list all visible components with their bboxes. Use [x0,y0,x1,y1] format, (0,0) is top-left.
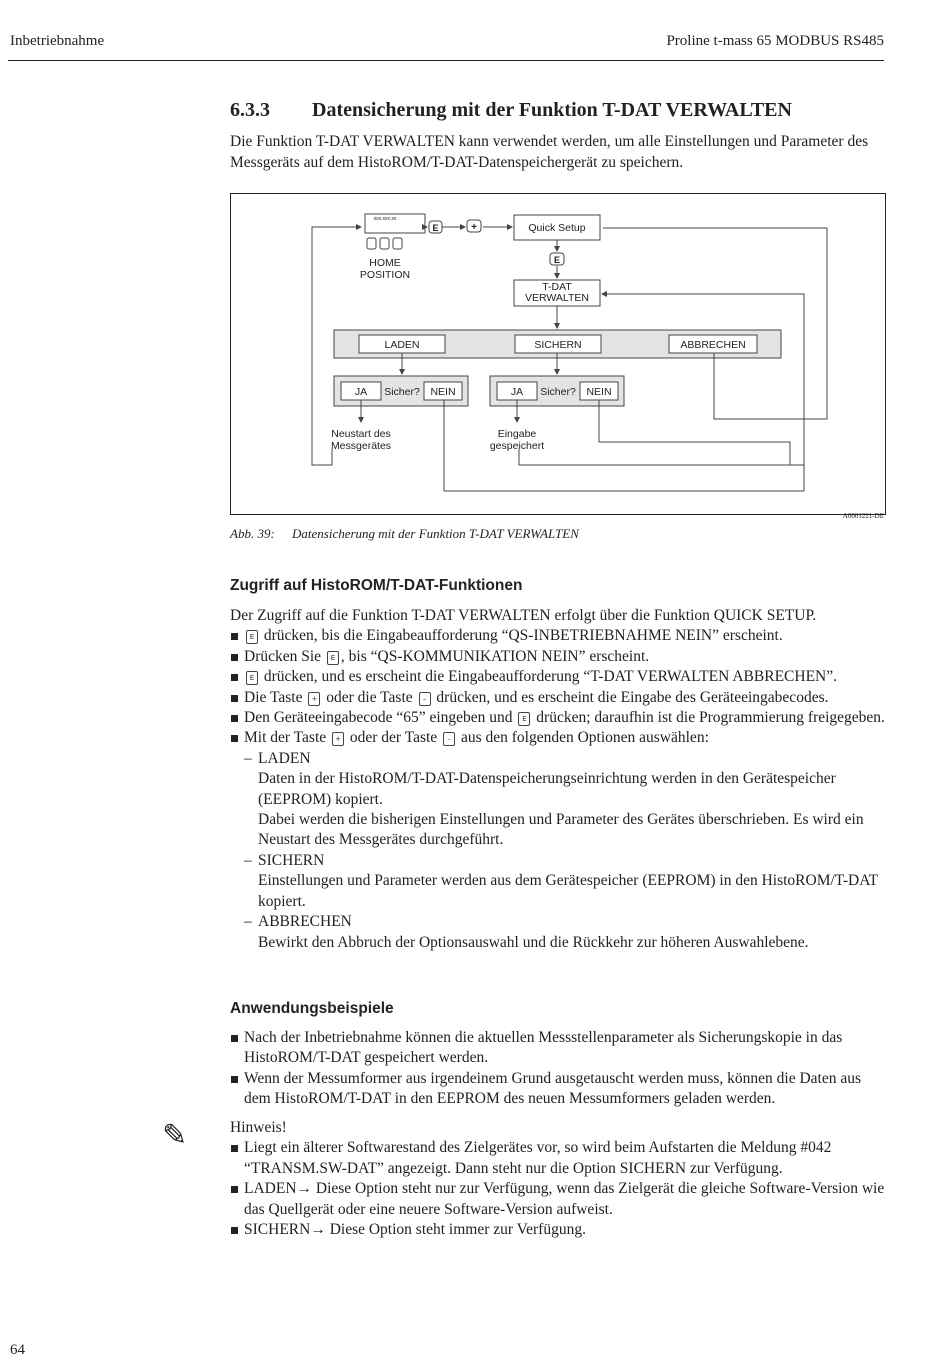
ja-label-2: JA [510,386,524,398]
section-title-text: Datensicherung mit der Funktion T-DAT VERWALTEN [312,99,792,121]
tdat-label-1: T-DAT [542,281,572,293]
list-item: Wenn der Messumformer aus irgendeinem Grund ausgetauscht werden muss, können die Daten aus dem HistoROM/T-DAT in den EEPROM des neuen Messumformers geladen werden. [230,1069,890,1110]
bullet-text: oder der Taste [349,729,438,747]
bullet-text: oder die Taste [326,688,413,706]
dash-glyph: – [244,749,252,767]
section-title [230,99,792,122]
anwendung-heading: Anwendungsbeispiele [230,1000,394,1017]
bullet-text: Die Taste [244,688,303,706]
hinweis-title: Hinweis! [230,1119,287,1136]
neustart-label-1: Neustart des [331,428,391,440]
zugriff-intro: Der Zugriff auf die Funktion T-DAT VERWALTEN erfolgt über die Funktion QUICK SETUP. [230,607,817,624]
neustart-label-2: Messgerätes [330,440,392,452]
bullet-text: drücken; daraufhin ist die Programmierung freigegeben. [536,709,885,727]
quick-setup-label: Quick Setup [528,222,586,234]
laden-label: LADEN [384,339,420,351]
figure-code: A0001221-DE [842,512,884,520]
dash-glyph: – [244,913,252,931]
ja-label-1: JA [354,386,368,398]
option-text: Einstellungen und Parameter werden aus dem Gerätespeicher (EEPROM) in den HistoROM/T-DAT kopiert. [258,872,878,910]
option-text: Bewirkt den Abbruch der Optionsauswahl und die Rückkehr zur höheren Auswahlebene. [258,933,809,951]
option-title: SICHERN [258,851,325,869]
section-number: 6.3.3 [230,99,270,121]
list-item [230,667,890,687]
hinweis-block [230,1118,890,1240]
home-label-1: HOME [369,257,401,269]
option-abbrechen [230,912,890,932]
figure-caption [230,526,579,542]
running-header-left: Inbetriebnahme [10,33,105,49]
list-item: Liegt ein älterer Softwarestand des Zielgerätes vor, so wird beim Aufstarten die Meldung #042 “TRANSM.SW-DAT” angezeigt. Dann steht nur die Option SICHERN zur Verfügung. [230,1138,890,1179]
caption-label: Abb. 39: [230,526,275,541]
e-key-icon: E [327,651,339,665]
option-laden [230,749,890,769]
list-item [230,647,890,667]
eingabe-label-2: gespeichert [489,440,545,452]
bullet-text: Den Geräteeingabecode “65” eingeben und [244,709,513,727]
option-title: LADEN [258,749,311,767]
home-label-2: POSITION [359,269,411,281]
option-sichern [230,851,890,871]
bullet-text: Drücken Sie [244,647,322,665]
bullet-text: drücken, bis die Eingabeaufforderung “QS-INBETRIEBNAHME NEIN” erscheint. [263,627,783,645]
abbrechen-label: ABBRECHEN [680,339,746,351]
flow-diagram [230,193,886,515]
zugriff-block [230,606,890,953]
list-item: LADEN→ Diese Option steht nur zur Verfügung, wenn das Zielgerät die gleiche Software-Version wie das Quellgerät oder eine neuere Software-Version aufweist. [230,1179,890,1220]
option-title: ABBRECHEN [258,913,352,931]
bullet-text: drücken, und es erscheint die Eingabeaufforderung “T-DAT VERWALTEN ABBRECHEN”. [263,668,837,686]
minus-key-icon: – [419,692,431,706]
option-text: Daten in der HistoROM/T-DAT-Datenspeicherungseinrichtung werden in den Gerätespeicher (EEPROM) kopiert. [258,770,836,808]
bullet-text: aus den folgenden Optionen auswählen: [460,729,709,747]
e-key-icon: E [246,671,258,685]
caption-text: Datensicherung mit der Funktion T-DAT VERWALTEN [292,526,579,541]
sicher-label-2: Sicher? [540,386,576,398]
pencil-icon: ✎ [162,1118,188,1153]
header-rule [8,60,884,61]
list-item: SICHERN→ Diese Option steht immer zur Verfügung. [230,1220,890,1240]
zugriff-heading: Zugriff auf HistoROM/T-DAT-Funktionen [230,577,523,594]
nein-label-1: NEIN [430,386,456,398]
option-text: Dabei werden die bisherigen Einstellungen und Parameter des Gerätes überschrieben. Es wird ein Neustart des Messgerätes durchgeführt. [258,811,864,849]
running-header-right: Proline t-mass 65 MODBUS RS485 [666,33,884,49]
bullet-text: Mit der Taste [244,729,327,747]
page-number: 64 [10,1342,25,1358]
bullet-text: drücken, und es erscheint die Eingabe des Geräteeingabecodes. [436,688,829,706]
list-item [230,728,890,748]
fig-key-e-2: E [553,255,561,265]
list-item [230,688,890,708]
fig-key-plus: + [471,222,477,233]
sichern-label: SICHERN [534,339,582,351]
section-intro: Die Funktion T-DAT VERWALTEN kann verwendet werden, um alle Einstellungen und Parameter des Messgeräts auf dem HistoROM/T-DAT-Datenspeichergerät zu speichern. [230,133,869,171]
minus-key-icon: – [443,732,455,746]
sicher-label-1: Sicher? [384,386,420,398]
anwendung-block [230,1028,890,1110]
flow-diagram-svg [231,194,885,514]
e-key-icon: E [246,630,258,644]
bullet-text: , bis “QS-KOMMUNIKATION NEIN” erscheint. [340,647,650,665]
plus-key-icon: + [308,692,320,706]
list-item: Nach der Inbetriebnahme können die aktuellen Messstellenparameter als Sicherungskopie in das HistoROM/T-DAT gespeichert werden. [230,1028,890,1069]
fig-key-e: E [432,223,439,233]
display-text: xxx.xxx.xx [373,216,397,222]
dash-glyph: – [244,851,252,869]
list-item [230,626,890,646]
list-item [230,708,890,728]
tdat-label-2: VERWALTEN [525,292,589,304]
e-key-icon: E [518,712,530,726]
plus-key-icon: + [332,732,344,746]
nein-label-2: NEIN [586,386,612,398]
eingabe-label-1: Eingabe [497,428,537,440]
